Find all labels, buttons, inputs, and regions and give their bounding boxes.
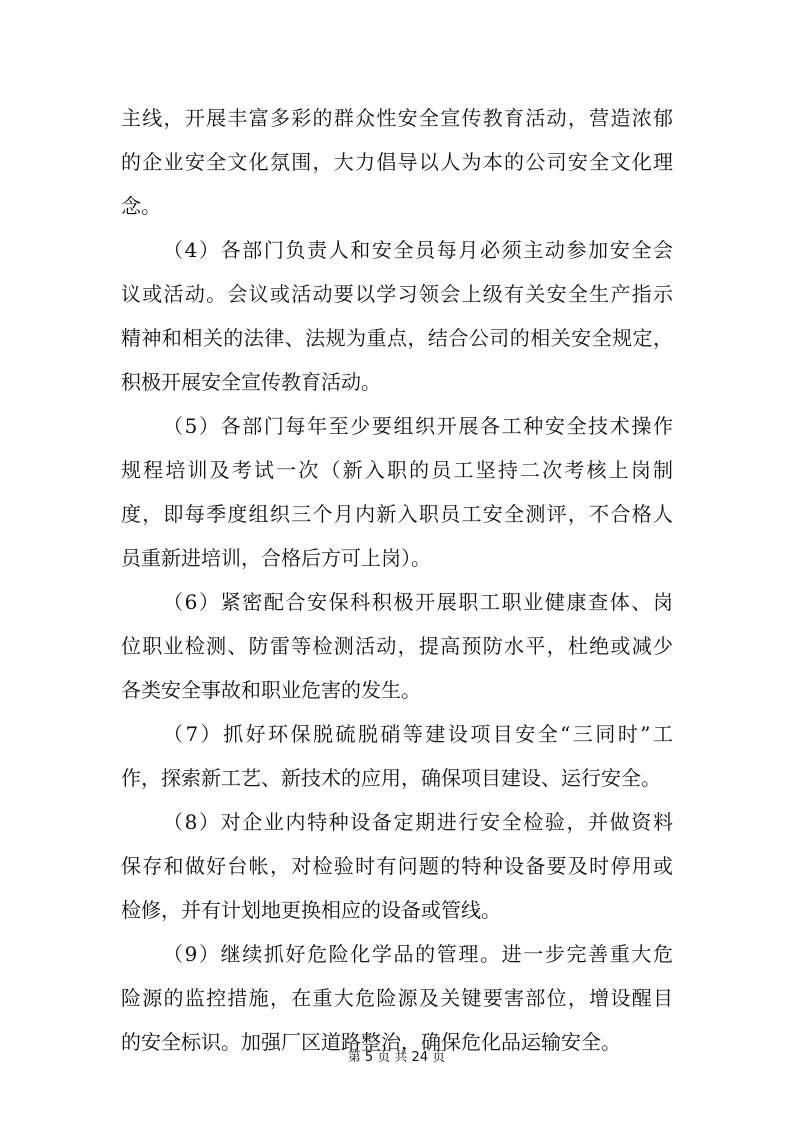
text-line: （7）抓好环保脱硫脱硝等建设项目安全“三同时”工 — [163, 722, 673, 746]
document-body — [121, 96, 673, 1064]
paragraph-item-5 — [121, 404, 673, 580]
paragraph-item-9 — [121, 932, 673, 1064]
text-line: 积极开展安全宣传教育活动。 — [121, 370, 381, 394]
text-line: 检修，并有计划地更换相应的设备或管线。 — [121, 898, 501, 922]
paragraph-continued — [121, 96, 673, 228]
paragraph-item-4 — [121, 228, 673, 404]
text-line: （4）各部门负责人和安全员每月必须主动参加安全会 — [163, 238, 673, 262]
text-line: （9）继续抓好危险化学品的管理。进一步完善重大危 — [163, 942, 673, 966]
paragraph-item-6 — [121, 580, 673, 712]
page-number-footer: 第 5 页 共 24 页 — [347, 1050, 446, 1065]
text-line: 念。 — [121, 194, 161, 218]
text-line: （6）紧密配合安保科积极开展职工职业健康查体、岗 — [163, 590, 673, 614]
text-line: 的企业安全文化氛围，大力倡导以人为本的公司安全文化理 — [121, 150, 673, 174]
text-line: 位职业检测、防雷等检测活动，提高预防水平，杜绝或减少 — [121, 634, 673, 658]
text-line: 议或活动。会议或活动要以学习领会上级有关安全生产指示 — [121, 282, 673, 306]
text-line: 精神和相关的法律、法规为重点，结合公司的相关安全规定， — [121, 326, 673, 350]
text-line: 作，探索新工艺、新技术的应用，确保项目建设、运行安全。 — [121, 766, 661, 790]
text-line: （5）各部门每年至少要组织开展各工种安全技术操作 — [163, 414, 673, 438]
text-line: 保存和做好台帐，对检验时有问题的特种设备要及时停用或 — [121, 854, 673, 878]
text-line: 各类安全事故和职业危害的发生。 — [121, 678, 421, 702]
text-line: 员重新进培训，合格后方可上岗）。 — [121, 546, 431, 570]
text-line: （8）对企业内特种设备定期进行安全检验，并做资料 — [163, 810, 673, 834]
text-line: 规程培训及考试一次（新入职的员工坚持二次考核上岗制 — [121, 458, 673, 482]
text-line: 的安全标识。加强厂区道路整治，确保危化品运输安全。 — [121, 1030, 621, 1054]
text-line: 主线，开展丰富多彩的群众性安全宣传教育活动，营造浓郁 — [121, 106, 673, 130]
paragraph-item-8 — [121, 800, 673, 932]
text-line: 度，即每季度组织三个月内新入职员工安全测评，不合格人 — [121, 502, 673, 526]
text-line: 险源的监控措施，在重大危险源及关键要害部位，增设醒目 — [121, 986, 673, 1010]
paragraph-item-7 — [121, 712, 673, 800]
